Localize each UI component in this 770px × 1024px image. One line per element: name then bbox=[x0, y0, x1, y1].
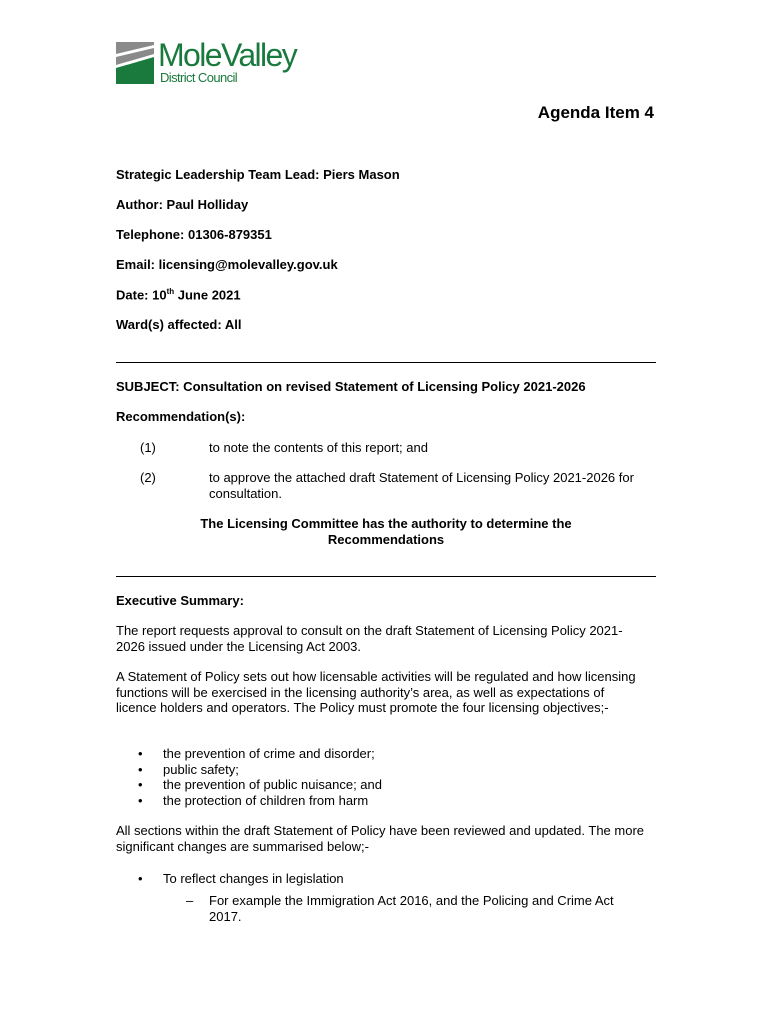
lead-line: Strategic Leadership Team Lead: Piers Mason bbox=[116, 167, 400, 182]
authority-line: The Licensing Committee has the authority to determine the bbox=[200, 516, 572, 531]
authority-line: Recommendations bbox=[327, 531, 445, 547]
list-item bbox=[138, 777, 382, 793]
licensing-objectives-list bbox=[138, 746, 382, 808]
logo-subtitle: District Council bbox=[160, 70, 238, 85]
executive-summary-title: Executive Summary: bbox=[116, 593, 244, 608]
telephone-line: Telephone: 01306-879351 bbox=[116, 227, 272, 242]
list-item-text: the protection of children from harm bbox=[163, 792, 369, 808]
list-item bbox=[138, 793, 382, 809]
list-item-text: public safety; bbox=[163, 761, 239, 777]
date-suffix: June 2021 bbox=[174, 287, 241, 303]
recommendation-number: (1) bbox=[140, 440, 156, 455]
change-item-text: To reflect changes in legislation bbox=[163, 871, 344, 886]
changes-paragraph: All sections within the draft Statement of Policy have been reviewed and updated. The more significant changes are summarised below;- bbox=[116, 823, 645, 854]
list-item bbox=[138, 746, 382, 762]
change-sub-item-text: For example the Immigration Act 2016, and the Policing and Crime Act 2017. bbox=[209, 893, 614, 924]
council-logo-icon bbox=[116, 42, 154, 84]
list-item-text: the prevention of public nuisance; and bbox=[163, 777, 382, 792]
wards-line: Ward(s) affected: All bbox=[116, 317, 242, 332]
bullet-icon: • bbox=[138, 761, 143, 777]
dash-icon: – bbox=[186, 893, 194, 908]
agenda-item-heading: Agenda Item 4 bbox=[537, 103, 654, 122]
recommendations-title: Recommendation(s): bbox=[116, 409, 246, 424]
email-line: Email: licensing@molevalley.gov.uk bbox=[116, 257, 338, 272]
bullet-icon: • bbox=[138, 746, 143, 761]
date-ordinal: th bbox=[166, 287, 175, 296]
list-item-text: the prevention of crime and disorder; bbox=[163, 746, 375, 761]
date-line bbox=[116, 287, 241, 302]
logo-wordmark: MoleValley bbox=[158, 37, 297, 73]
bullet-icon: • bbox=[138, 777, 143, 792]
divider bbox=[116, 576, 656, 577]
recommendation-number: (2) bbox=[140, 470, 156, 485]
recommendation-text: to note the contents of this report; and bbox=[209, 440, 428, 455]
subject-line: SUBJECT: Consultation on revised Statement of Licensing Policy 2021-2026 bbox=[116, 379, 586, 394]
summary-paragraph: The report requests approval to consult on the draft Statement of Licensing Policy 2021-2026 issued under the Licensing Act 2003. bbox=[116, 623, 623, 654]
divider bbox=[116, 362, 656, 363]
list-item bbox=[138, 762, 382, 778]
recommendation-text: to approve the attached draft Statement of Licensing Policy 2021-2026 for consultation. bbox=[209, 470, 634, 501]
policy-paragraph: A Statement of Policy sets out how licensable activities will be regulated and how licensing functions will be exercised in the licensing authority’s area, as well as expectations of licence holders and operators. The Policy must promote the four licensing objectives;- bbox=[116, 669, 636, 715]
date-prefix: Date: 10 bbox=[116, 287, 167, 303]
bullet-icon: • bbox=[138, 871, 143, 886]
bullet-icon: • bbox=[138, 792, 143, 808]
author-line: Author: Paul Holliday bbox=[116, 197, 249, 212]
council-logo bbox=[116, 37, 316, 86]
authority-statement bbox=[116, 516, 656, 547]
